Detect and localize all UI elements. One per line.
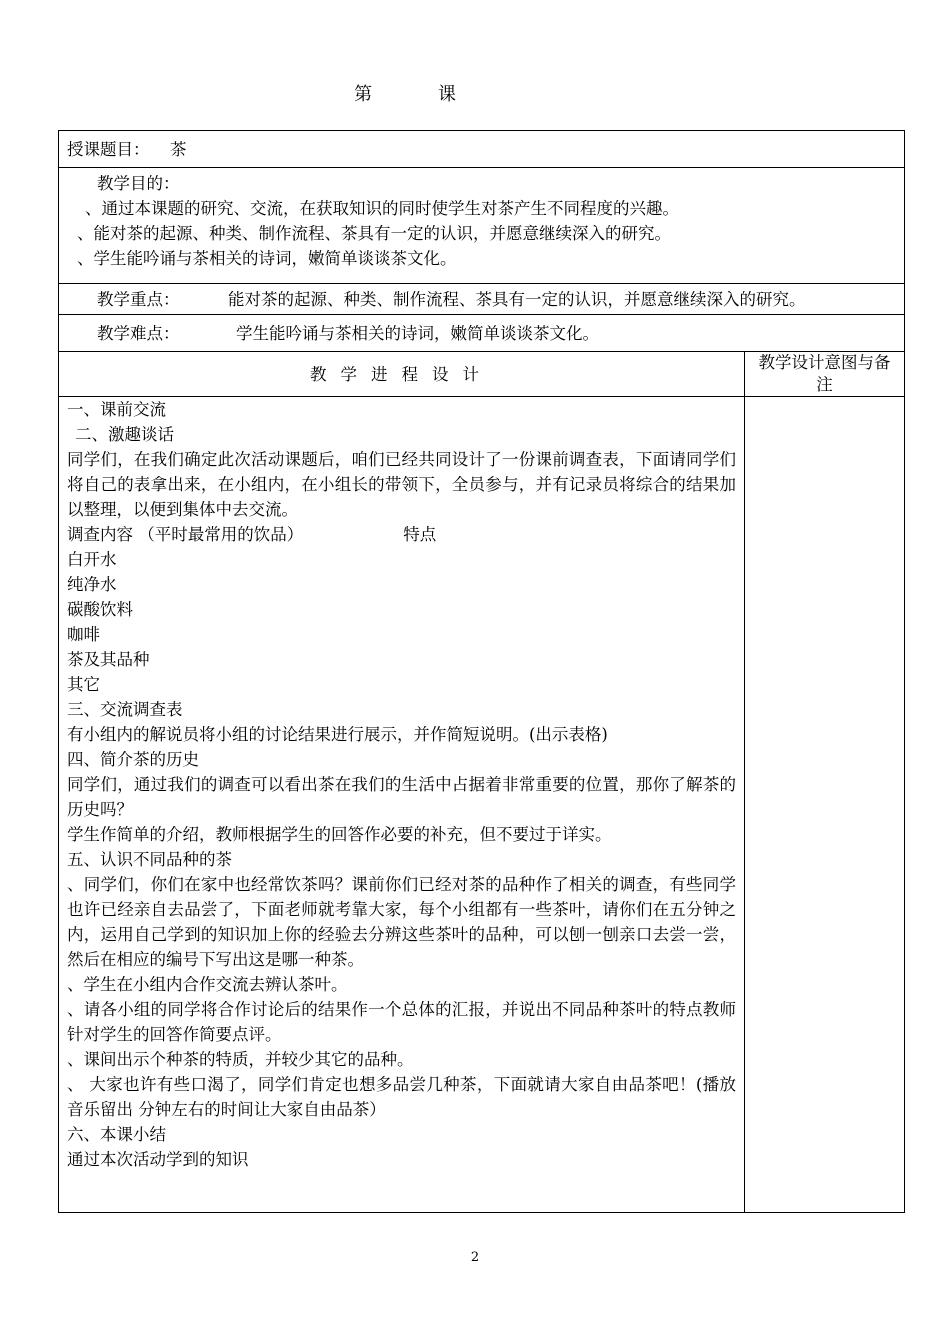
drink-item: 碳酸饮料	[67, 600, 133, 619]
survey-label: 调查内容 （平时最常用的饮品）	[67, 525, 304, 544]
key-point-label: 教学重点：	[97, 289, 180, 309]
paragraph: 、请各小组的同学将合作讨论后的结果作一个总体的汇报，并说出不同品种茶叶的特点教师针对学生的回答作简要点评。	[67, 1000, 736, 1044]
process-body-row	[59, 397, 905, 1213]
notes-content	[745, 397, 905, 1213]
difficulty-row	[59, 315, 905, 352]
paragraph: 同学们，通过我们的调查可以看出茶在我们的生活中占据着非常重要的位置，那你了解茶的历史吗？	[67, 775, 736, 819]
difficulty-label: 教学难点：	[97, 323, 180, 343]
paragraph: 、课间出示个种茶的特质，并较少其它的品种。	[67, 1050, 414, 1069]
objective-item: 、通过本课题的研究、交流，在获取知识的同时使学生对茶产生不同程度的兴趣。	[85, 199, 679, 218]
section-heading: 二、激趣谈话	[75, 425, 174, 444]
survey-header	[67, 522, 736, 547]
paragraph: 、学生在小组内合作交流去辨认茶叶。	[67, 975, 348, 994]
process-header-row	[59, 352, 905, 397]
drink-item: 其它	[67, 675, 100, 694]
lesson-plan-table	[58, 130, 905, 1213]
paragraph: 、 大家也许有些口渴了，同学们肯定也想多品尝几种茶，下面就请大家自由品茶吧！(播放音乐留出 分钟左右的时间让大家自由品茶）	[67, 1075, 736, 1119]
drink-item: 咖啡	[67, 625, 100, 644]
notes-header: 教学设计意图与备注	[758, 353, 891, 394]
key-point-value: 能对茶的起源、种类、制作流程、茶具有一定的认识，并愿意继续深入的研究。	[228, 289, 806, 309]
survey-feature: 特点	[403, 525, 437, 544]
page-number: 2	[470, 1250, 480, 1265]
objective-item: 、能对茶的起源、种类、制作流程、茶具有一定的认识，并愿意继续深入的研究。	[77, 224, 671, 243]
paragraph: 通过本次活动学到的知识	[67, 1150, 249, 1169]
difficulty-value: 学生能吟诵与茶相关的诗词，嫩简单谈谈茶文化。	[236, 323, 599, 343]
section-heading: 五、认识不同品种的茶	[67, 850, 232, 869]
paragraph: 有小组内的解说员将小组的讨论结果进行展示，并作简短说明。(出示表格)	[67, 725, 608, 744]
process-header: 教学进程设计	[310, 364, 493, 384]
topic-label: 授课题目：	[67, 139, 150, 159]
paragraph: 、同学们，你们在家中也经常饮茶吗？课前你们已经对茶的品种作了相关的调查，有些同学也许已经亲自去品尝了，下面老师就考靠大家，每个小组都有一些茶叶，请你们在五分钟之内，运用自己学到的知识加上你的经验去分辨这些茶叶的品种，可以刨一刨亲口去尝一尝，然后在相应的编号下写出这是哪一种茶。	[67, 875, 736, 969]
section-heading: 三、交流调查表	[67, 700, 183, 719]
section-heading: 四、简介茶的历史	[67, 750, 199, 769]
key-point-row	[59, 284, 905, 315]
drink-item: 纯净水	[67, 575, 117, 594]
section-heading: 一、课前交流	[67, 400, 166, 419]
objectives-heading: 教学目的：	[97, 174, 180, 193]
drink-item: 白开水	[67, 550, 117, 569]
page-title: 第 课	[354, 84, 486, 105]
objective-item: 、学生能吟诵与茶相关的诗词，嫩简单谈谈茶文化。	[77, 249, 457, 268]
paragraph: 学生作简单的介绍，教师根据学生的回答作必要的补充，但不要过于详实。	[67, 825, 612, 844]
drink-item: 茶及其品种	[67, 650, 150, 669]
topic-value: 茶	[170, 139, 187, 159]
section-heading: 六、本课小结	[67, 1125, 166, 1144]
paragraph: 同学们，在我们确定此次活动课题后，咱们已经共同设计了一份课前调查表，下面请同学们将自己的表拿出来，在小组内，在小组长的带领下，全员参与，并有记录员将综合的结果加以整理，以便到集体中去交流。	[67, 450, 736, 519]
objectives-row	[59, 168, 905, 284]
topic-row	[59, 131, 905, 168]
process-content	[59, 397, 745, 1213]
